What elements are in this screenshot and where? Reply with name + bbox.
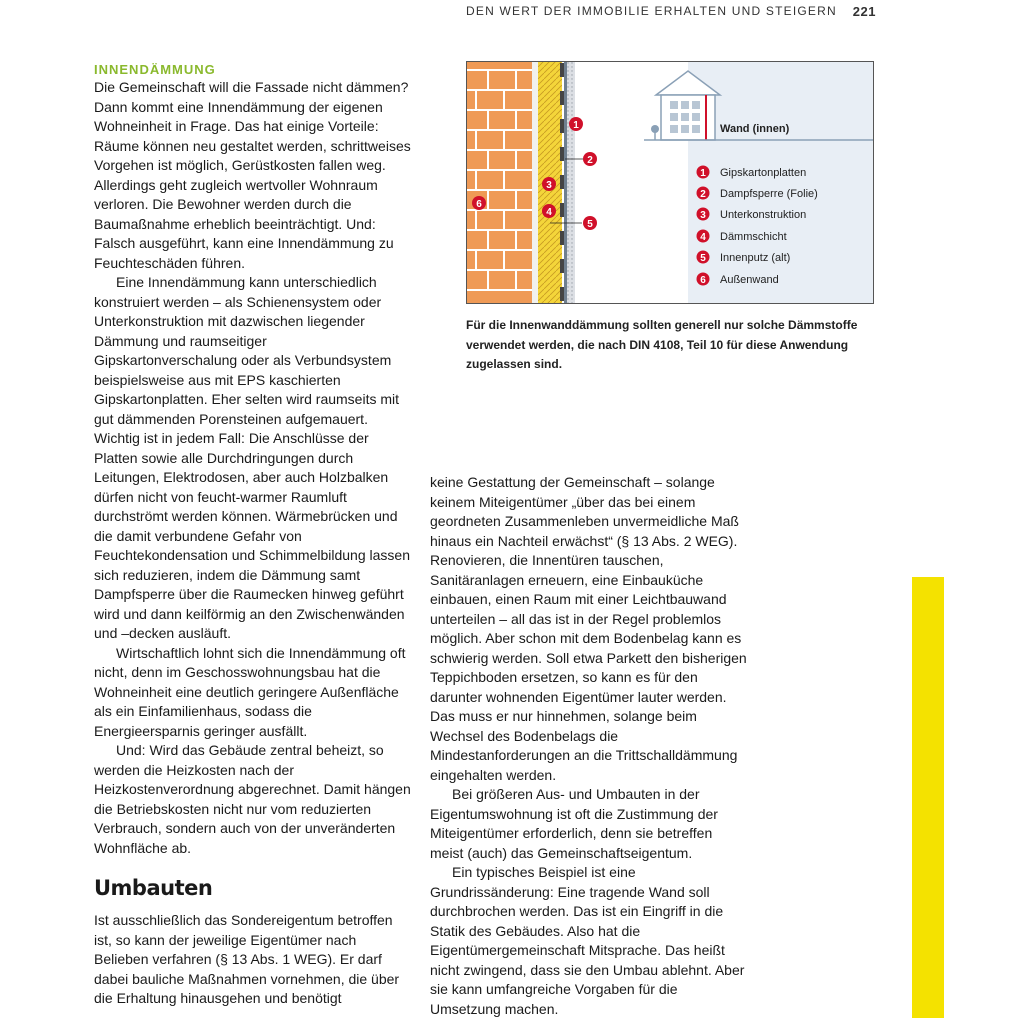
section-heading-innendaemmung: INNENDÄMMUNG [94,62,216,77]
legend-number: 5 [700,253,706,264]
callout-3 [542,177,556,191]
legend-number: 1 [700,168,706,179]
callout-4 [542,204,556,218]
paragraph: keine Gestattung der Gemeinschaft – solange keinem Miteigentümer „über das bei einem geordneten Zusammenleben unvermeidliche Maß hinaus ein Nachteil erwächst“ (§ 13 Abs. 2 WEG). Renovieren, die Innentüren tauschen, Sanitäranlagen erneuern, eine Einbauküche einbauen, einen Raum mit einer Leichtbauwand unterteilen – all das ist in der Regel problemlos möglich. Aber schon mit dem Bodenbelag kann es schwierig werden. Soll etwa Parkett den bisherigen Teppichboden ersetzen, so kann es für den darunter wohnenden Eigentümer lauter werden. Das muss er nur hinnehmen, solange beim Wechsel des Bodenbelags die Mindestanforderungen an die Trittschalldämmung eingehalten werden. [430,474,747,783]
middle-column [430,473,748,1019]
running-header [466,4,876,20]
paragraph: Und: Wird das Gebäude zentral beheizt, so werden die Heizkosten nach der Heizkostenverordnung abgerechnet. Damit hängen die Betriebskosten nicht nur vom reduzierten Verbrauch, sondern auch von der unveränderten Wohnfläche ab. [94,742,411,856]
paragraph: Bei größeren Aus- und Umbauten in der Eigentumswohnung ist oft die Zustimmung der Miteigentümer erforderlich, denn sie betreffen meist (auch) das Gemeinschaftseigentum. [430,786,718,861]
vapor-barrier-layer [564,61,567,304]
callout-number: 1 [573,120,579,131]
callout-5 [583,216,597,230]
callout-number: 3 [546,180,552,191]
gypsum-board-layer [567,61,575,304]
figure-caption: Für die Innenwanddämmung sollten generell nur solche Dämmstoffe verwendet werden, die nach DIN 4108, Teil 10 für diese Anwendung zugelassen sind. [466,318,858,371]
legend-text: Dampfsperre (Folie) [720,188,818,200]
legend-text: Unterkonstruktion [720,209,807,221]
wall-inner-label: Wand (innen) [720,123,790,135]
left-column [94,61,412,1009]
paragraph: Ist ausschließlich das Sondereigentum betroffen ist, so kann der jeweilige Eigentümer nach Belieben verfahren (§ 13 Abs. 1 WEG). Er darf dabei bauliche Maßnahmen vornehmen, die über die Erhaltung hinausgehen und benötigt [94,912,400,1006]
sidebar-color-tab [912,577,944,1018]
callout-6 [472,196,486,210]
legend-text: Außenwand [720,274,779,286]
callout-1 [569,117,583,131]
room-panel [688,61,874,304]
callout-number: 6 [476,199,482,210]
paragraph: Ein typisches Beispiel ist eine Grundrissänderung: Eine tragende Wand soll durchbrochen werden. Das ist ein Eingriff in die Statik des Gebäudes. Also hat die Eigentümergemeinschaft Mitsprache. Das heißt nicht zwingend, dass sie den Umbau ablehnt. Aber sie kann umfangreiche Vorgaben für die Umsetzung machen. [430,864,745,1017]
legend-number: 2 [700,189,706,200]
callout-number: 2 [587,155,593,166]
callout-number: 5 [587,219,593,230]
wall-insulation-figure [466,61,874,304]
wall-diagram [466,61,874,304]
legend-text: Dämmschicht [720,231,787,243]
paragraph: Die Gemeinschaft will die Fassade nicht dämmen? Dann kommt eine Innendämmung der eigenen Wohneinheit in Frage. Das hat einige Vorteile: Räume können neu gestaltet werden, schrittweises Vorgehen ist möglich, Gerüstkosten fallen weg. Allerdings geht zugleich wertvoller Wohnraum verloren. Die Bewohner werden durch die Baumaßnahme erheblich beeinträchtigt. Und: Falsch ausgeführt, kann eine Innendämmung zu Feuchteschäden führen. [94,79,411,271]
legend-number: 6 [700,275,706,286]
callout-2 [583,152,597,166]
substructure-studs [560,63,564,301]
subheading-umbauten: Umbauten [94,876,213,900]
legend-text: Gipskartonplatten [720,167,807,179]
page-number: 221 [852,4,876,19]
paragraph: Wirtschaftlich lohnt sich die Innendämmung oft nicht, denn im Geschosswohnungsbau hat die Wohneinheit eine deutlich geringere Außenfläche als ein Einfamilienhaus, sodass die Energieersparnis geringer ausfällt. [94,644,406,739]
old-plaster-layer [532,61,538,304]
paragraph: Eine Innendämmung kann unterschiedlich konstruiert werden – als Schienensystem oder Unterkonstruktion mit dazwischen liegender Dämmung und raumseitiger Gipskartonverschalung oder als Verbundsystem beispielsweise aus mit EPS kaschierten Gipskartonplatten. Eher selten wird raumseits mit gut dämmenden Porensteinen aufgemauert. Wichtig ist in jedem Fall: Die Anschlüsse der Platten sowie alle Durchdringungen durch Leitungen, Elektrodosen, aber auch Holzbalken dürfen nicht von feucht-warmer Raumluft durchströmt werden können. Wärmebrücken und die damit verbundene Gefahr von Feuchtekondensation und Schimmelbildung lassen sich reduzieren, indem die Dämmung samt Dampfsperre über die Raumecken hinweg geführt wird und dann keilförmig an den Zwischenwänden und –decken ausläuft. [94,274,410,641]
header-title: DEN WERT DER IMMOBILIE ERHALTEN UND STEIGERN [466,4,837,18]
legend-text: Innenputz (alt) [720,252,791,264]
callout-number: 4 [546,207,552,218]
legend-number: 3 [700,210,706,221]
legend-number: 4 [700,232,706,243]
